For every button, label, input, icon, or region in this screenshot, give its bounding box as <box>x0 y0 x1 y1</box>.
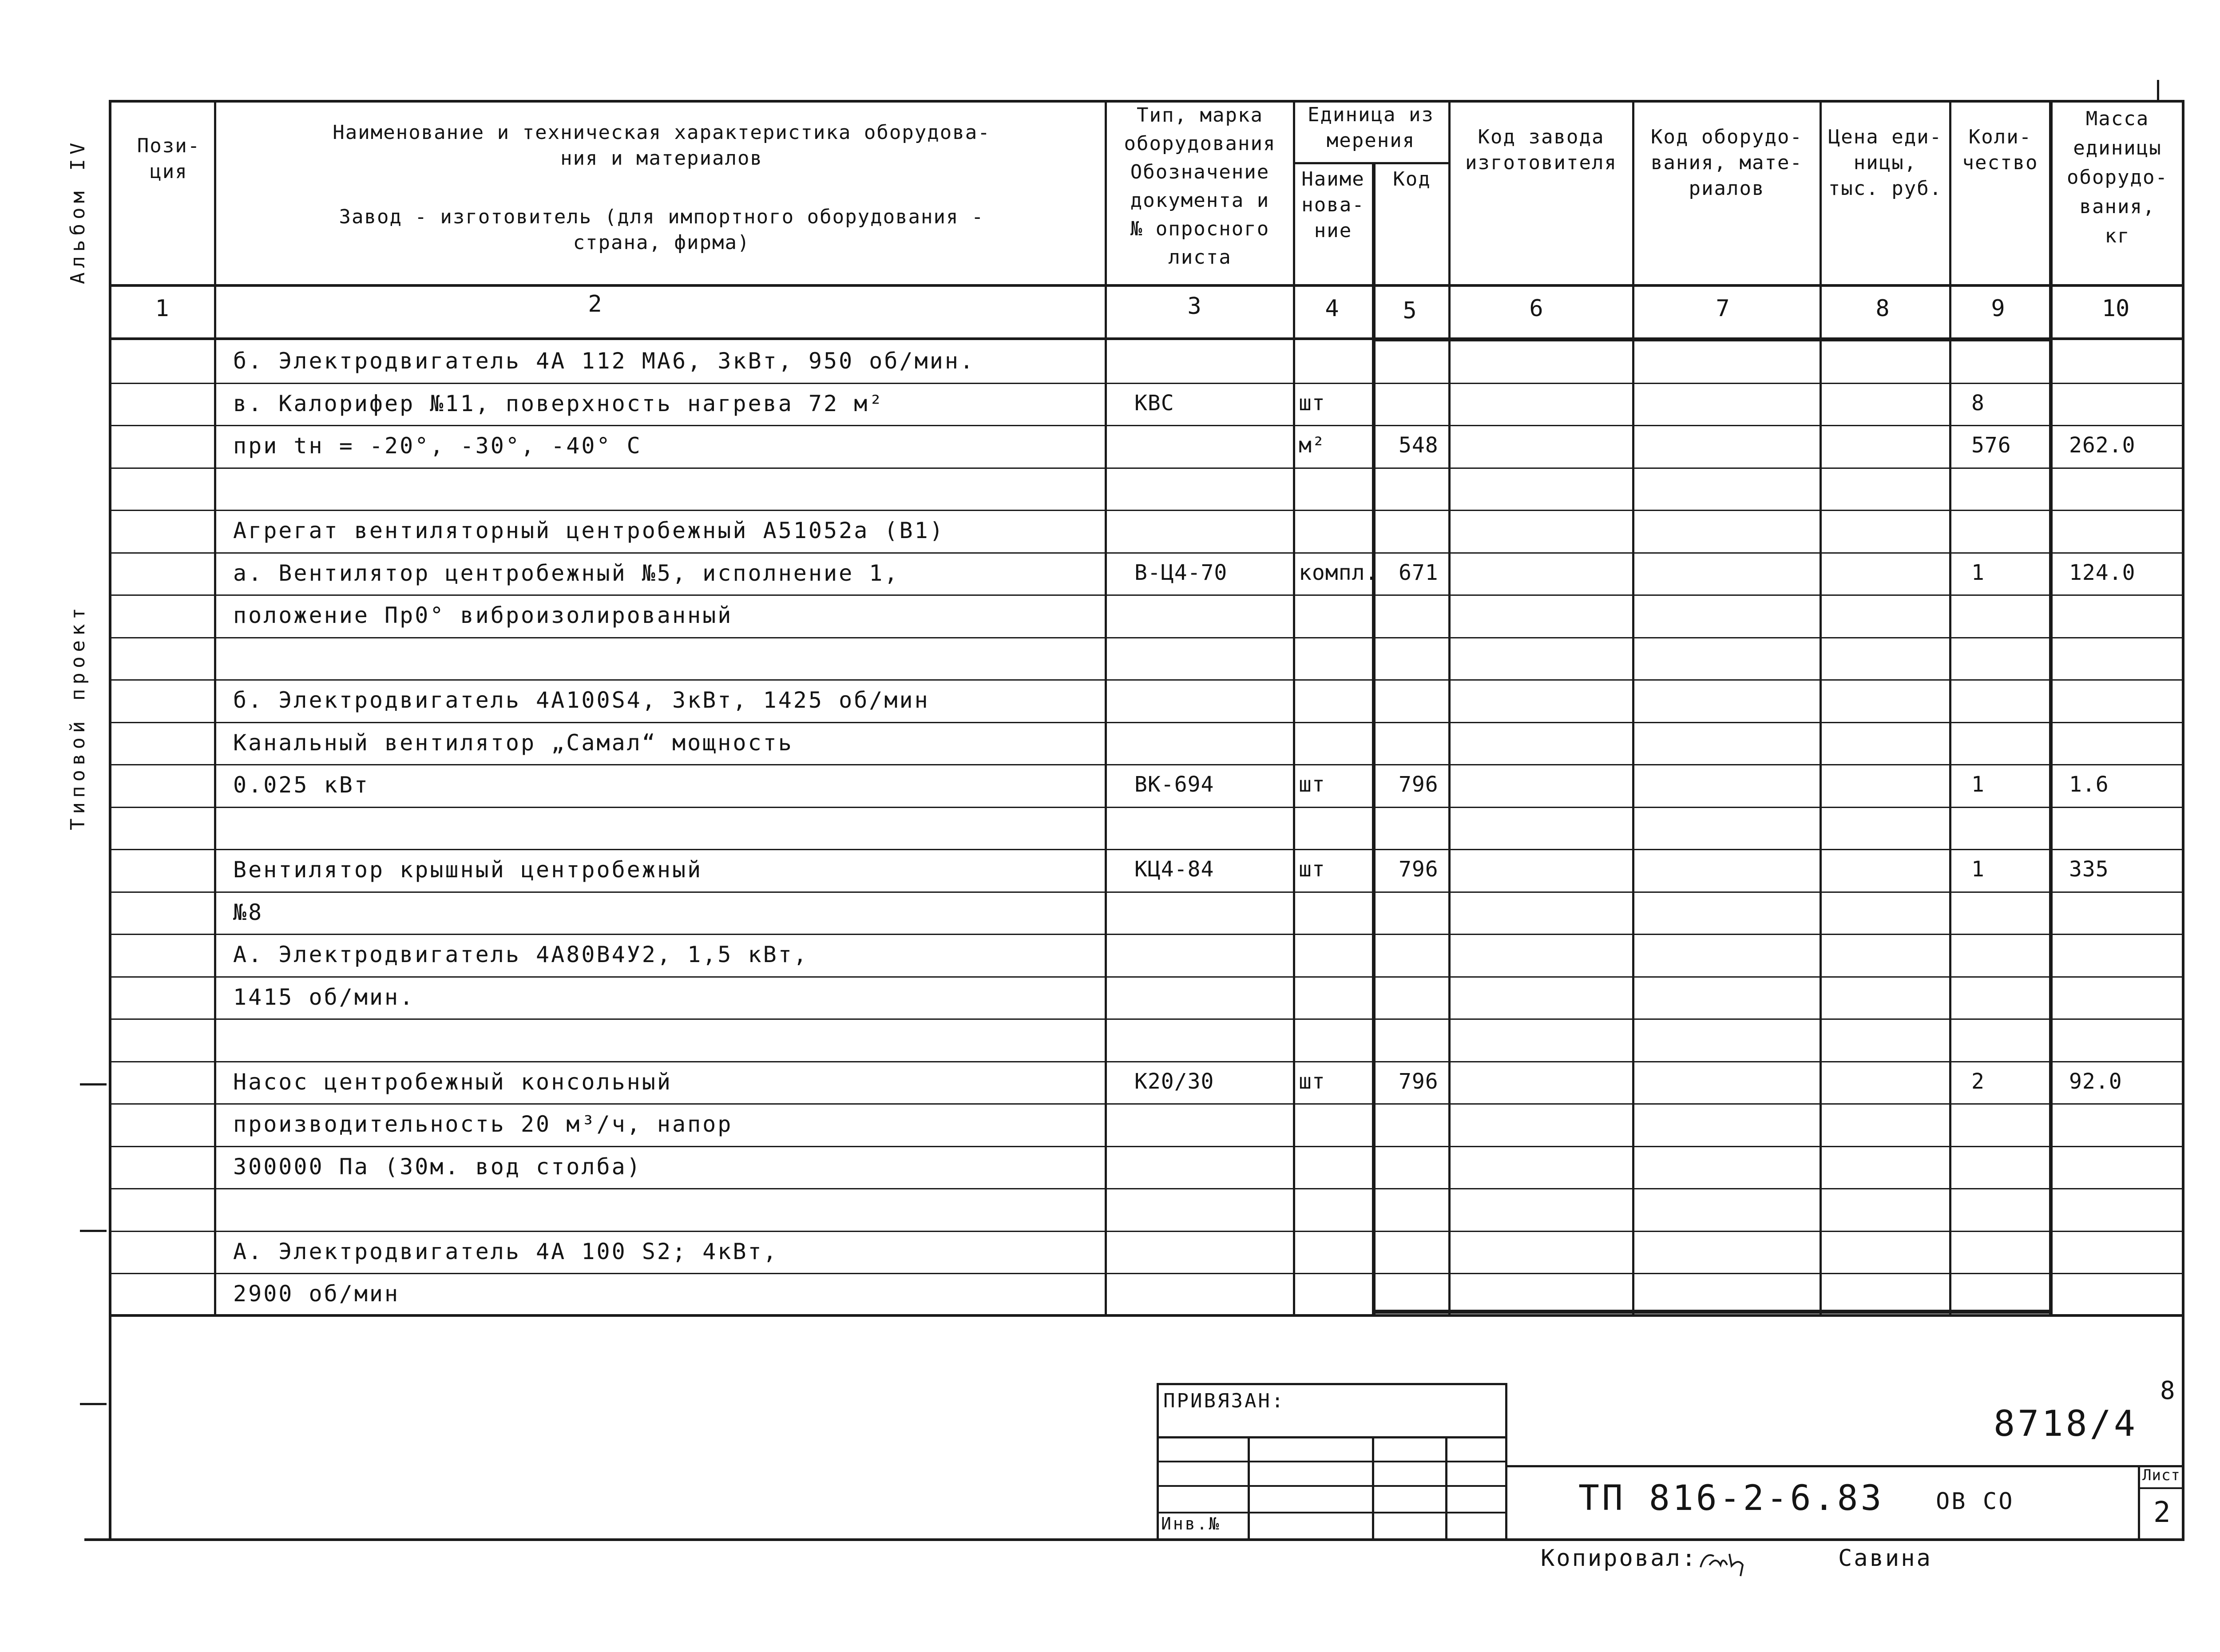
col-divider <box>1820 100 1822 1316</box>
header-type: Тип, марка оборудования Обозначение документа и № опросного листа <box>1124 104 1276 269</box>
row-type: ВК-694 <box>1134 772 1214 797</box>
unit-subheader-line <box>1293 162 1451 164</box>
row-qty: 576 <box>1971 433 2011 458</box>
col-number: 5 <box>1403 297 1417 324</box>
row-type: К20/30 <box>1134 1069 1214 1094</box>
header-bottom-line <box>109 284 2184 287</box>
bold-box-top <box>1372 337 2052 341</box>
signature <box>1696 1543 1758 1580</box>
row-name: б. Электродвигатель 4А100S4, 3кВт, 1425 об/мин <box>233 687 930 713</box>
row-type: КЦ4-84 <box>1134 857 1214 882</box>
margin-tick <box>80 1083 107 1085</box>
row-separator <box>109 1315 2184 1317</box>
row-unit: шт <box>1299 390 1325 416</box>
row-unit: м² <box>1299 433 1325 458</box>
row-separator <box>109 425 2184 426</box>
row-name: 2900 об/мин <box>233 1281 400 1307</box>
row-qty: 1 <box>1971 560 1985 585</box>
row-separator <box>109 849 2184 850</box>
row-separator <box>109 764 2184 765</box>
row-name: 0.025 кВт <box>233 772 369 798</box>
document-number-superscript: 8 <box>2160 1376 2177 1405</box>
project-type-label: Типовой проект <box>67 603 89 830</box>
col-number: 9 <box>1991 295 2005 322</box>
col-number: 6 <box>1529 295 1543 322</box>
row-unit: компл. <box>1299 560 1379 585</box>
row-separator <box>109 807 2184 808</box>
col-divider <box>1949 100 1951 1316</box>
row-separator <box>109 594 2184 596</box>
header-quantity: Коли- чество <box>1962 126 2038 174</box>
row-separator <box>109 467 2184 469</box>
header-price: Цена еди- ницы, тыс. руб. <box>1828 126 1942 200</box>
col-divider <box>1372 162 1376 1316</box>
header-equipment-code: Код оборудо- вания, мате- риалов <box>1651 126 1803 200</box>
row-mass: 124.0 <box>2069 560 2136 585</box>
row-mass: 335 <box>2069 857 2109 882</box>
row-unit: шт <box>1299 1069 1325 1094</box>
col-number: 2 <box>588 291 602 317</box>
col-divider <box>1293 100 1295 1316</box>
col-divider-bold <box>2049 100 2053 1316</box>
header-unit-group: Единица из мерения <box>1308 103 1434 152</box>
attached-label: ПРИВЯЗАН: <box>1163 1390 1285 1412</box>
row-separator <box>109 383 2184 384</box>
row-name: 300000 Па (30м. вод столба) <box>233 1153 642 1180</box>
row-name: б. Электродвигатель 4А 112 МА6, 3кВт, 950 об/мин. <box>233 348 975 374</box>
header-name-line1: Наименование и техническая характеристика оборудова- ния и материалов <box>333 121 991 170</box>
margin-tick <box>80 1230 107 1232</box>
row-qty: 1 <box>1971 772 1985 797</box>
row-code: 796 <box>1399 857 1439 882</box>
row-code: 548 <box>1399 433 1439 458</box>
margin-tick <box>80 1403 107 1405</box>
row-unit: шт <box>1299 772 1325 797</box>
header-position: Пози- ция <box>137 135 201 183</box>
header-name-line2: Завод - изготовитель (для импортного оборудования - страна, фирма) <box>339 206 984 254</box>
row-separator <box>109 1018 2184 1020</box>
row-separator <box>109 891 2184 893</box>
row-separator <box>109 552 2184 554</box>
copied-by-label: Копировал: <box>1541 1545 1698 1572</box>
col-divider <box>1632 100 1634 1316</box>
col-number: 4 <box>1325 295 1339 322</box>
section-code: ОВ СО <box>1936 1488 2014 1515</box>
row-qty: 1 <box>1971 857 1985 882</box>
row-type: В-Ц4-70 <box>1134 560 1228 585</box>
row-separator <box>109 637 2184 638</box>
row-separator <box>109 934 2184 935</box>
row-name: Вентилятор крышный центробежный <box>233 857 703 883</box>
row-separator <box>109 1273 2184 1274</box>
col-number: 10 <box>2101 295 2130 322</box>
row-name: производительность 20 м³/ч, напор <box>233 1111 733 1137</box>
row-name: положение Пр0° виброизолированный <box>233 602 733 628</box>
row-name: в. Калорифер №11, поверхность нагрева 72 м² <box>233 390 884 416</box>
header-unit-code: Код <box>1393 168 1431 190</box>
header-factory-code: Код завода изготовителя <box>1465 126 1617 174</box>
row-name: А. Электродвигатель 4А 100 S2; 4кВт, <box>233 1238 778 1264</box>
row-separator <box>109 510 2184 511</box>
col-divider <box>1448 100 1451 1316</box>
header-mass: Масса единицы оборудо- вания, кг <box>2067 107 2168 247</box>
row-mass: 262.0 <box>2069 433 2136 458</box>
row-name: Насос центробежный консольный <box>233 1069 672 1095</box>
bold-box-bottom <box>1372 1310 2052 1314</box>
row-unit: шт <box>1299 857 1325 882</box>
row-type: КВС <box>1134 390 1174 416</box>
col-number: 7 <box>1716 295 1730 322</box>
col-number: 3 <box>1187 293 1201 320</box>
inventory-label: Инв.№ <box>1161 1514 1221 1533</box>
col-divider <box>1105 100 1107 1316</box>
copied-by-name: Савина <box>1838 1545 1932 1572</box>
row-mass: 1.6 <box>2069 772 2109 797</box>
row-code: 796 <box>1399 772 1439 797</box>
document-number: 8718/4 <box>1994 1403 2138 1444</box>
col-number: 8 <box>1875 295 1890 322</box>
row-qty: 8 <box>1971 390 1985 416</box>
row-separator <box>109 1231 2184 1232</box>
row-name: при tн = -20°, -30°, -40° С <box>233 433 642 459</box>
row-separator <box>109 976 2184 978</box>
frame-right <box>2182 100 2184 1541</box>
row-qty: 2 <box>1971 1069 1985 1094</box>
row-separator <box>109 722 2184 723</box>
row-name: А. Электродвигатель 4А80В4У2, 1,5 кВт, <box>233 942 809 967</box>
row-name: 1415 об/мин. <box>233 984 415 1010</box>
row-separator <box>109 679 2184 681</box>
row-name: а. Вентилятор центробежный №5, исполнение 1, <box>233 560 900 586</box>
row-separator <box>109 1103 2184 1105</box>
project-code: ТП 816-2-6.83 <box>1578 1478 1884 1518</box>
header-unit-name: Наиме нова- ние <box>1301 168 1365 242</box>
sheet-label: Лист <box>2142 1466 2180 1484</box>
frame-left <box>109 100 111 1541</box>
col-divider <box>214 100 216 1316</box>
row-mass: 92.0 <box>2069 1069 2122 1094</box>
album-label: Альбом IV <box>67 138 89 284</box>
row-code: 796 <box>1399 1069 1439 1094</box>
col-number: 1 <box>155 295 169 322</box>
row-separator <box>109 1061 2184 1062</box>
sheet-number: 2 <box>2153 1496 2172 1529</box>
row-code: 671 <box>1399 560 1439 585</box>
row-separator <box>109 1146 2184 1147</box>
corner-mark <box>2157 80 2159 102</box>
row-separator <box>109 1188 2184 1189</box>
row-name: Агрегат вентиляторный центробежный А51052а (В1) <box>233 518 945 543</box>
frame-bottom <box>84 1538 2184 1541</box>
row-name: Канальный вентилятор „Самал“ мощность <box>233 729 793 756</box>
row-name: №8 <box>233 899 264 925</box>
